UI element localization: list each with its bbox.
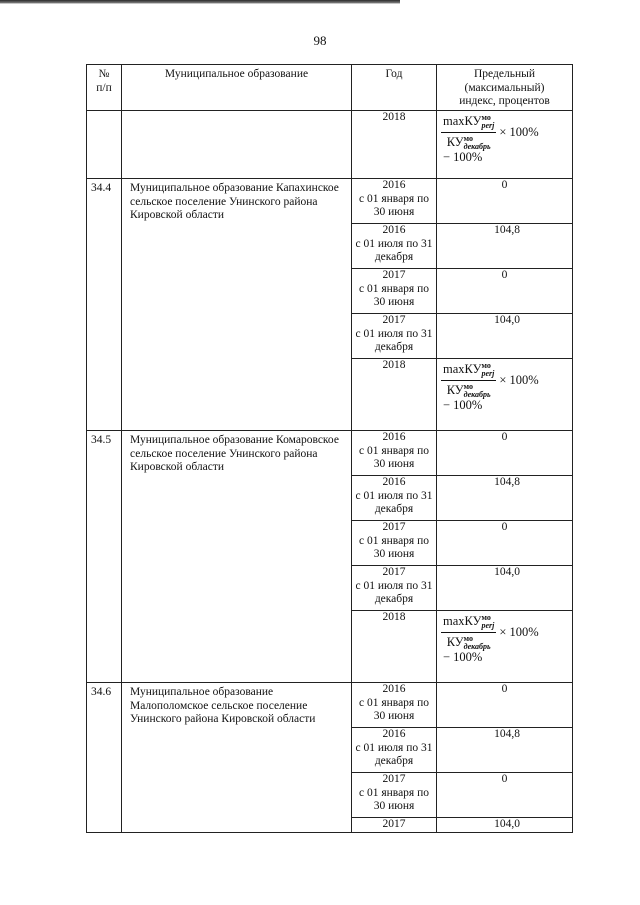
numerator-prefix: maxКУ bbox=[443, 361, 482, 376]
table-row bbox=[87, 431, 573, 476]
year-cell bbox=[352, 431, 437, 476]
index-value: 104,0 bbox=[437, 566, 573, 611]
index-value: 0 bbox=[437, 773, 573, 818]
index-value: 104,0 bbox=[437, 818, 573, 833]
scan-edge bbox=[0, 0, 400, 4]
year-cell bbox=[352, 179, 437, 224]
table-row bbox=[87, 111, 573, 179]
year-value: 2016 bbox=[382, 431, 406, 443]
header-num bbox=[87, 65, 122, 111]
year-value: 2016 bbox=[382, 476, 406, 488]
denominator-sub: декабрь bbox=[463, 642, 491, 651]
denominator-script bbox=[464, 135, 491, 151]
fraction-numerator bbox=[441, 114, 496, 133]
period-value: с 01 января по 30 июня bbox=[359, 282, 429, 308]
table-row bbox=[87, 683, 573, 728]
year-value: 2018 bbox=[382, 359, 406, 371]
year-value: 2016 bbox=[382, 224, 406, 236]
num-cell bbox=[87, 111, 122, 179]
period-value: с 01 января по 30 июня bbox=[359, 534, 429, 560]
period-value: с 01 июля по 31 декабря bbox=[355, 237, 433, 263]
year-cell bbox=[352, 224, 437, 269]
year-cell bbox=[352, 359, 437, 431]
numerator-sup: мо bbox=[481, 113, 491, 122]
header-index bbox=[437, 65, 573, 111]
denominator-sup: мо bbox=[463, 634, 473, 643]
fraction-denominator bbox=[445, 381, 493, 399]
index-value: 104,0 bbox=[437, 314, 573, 359]
fraction-numerator bbox=[441, 614, 496, 633]
row-number: 34.4 bbox=[87, 179, 122, 431]
formula-multiplier: × 100% bbox=[499, 124, 539, 139]
fraction bbox=[441, 362, 496, 399]
year-value: 2017 bbox=[382, 521, 406, 533]
period-value: с 01 июля по 31 декабря bbox=[355, 579, 433, 605]
year-cell bbox=[352, 111, 437, 179]
year-value: 2017 bbox=[382, 818, 406, 830]
year-cell bbox=[352, 314, 437, 359]
year-cell bbox=[352, 566, 437, 611]
formula-multiplier: × 100% bbox=[499, 372, 539, 387]
year-cell bbox=[352, 728, 437, 773]
year-value: 2016 bbox=[382, 179, 406, 191]
index-value: 104,8 bbox=[437, 476, 573, 521]
table-body bbox=[87, 111, 573, 833]
name-cell bbox=[122, 111, 352, 179]
fraction bbox=[441, 614, 496, 651]
index-formula bbox=[441, 614, 539, 651]
year-cell bbox=[352, 476, 437, 521]
denominator-script bbox=[464, 635, 491, 651]
year-value: 2016 bbox=[382, 728, 406, 740]
index-value: 104,8 bbox=[437, 728, 573, 773]
row-number: 34.5 bbox=[87, 431, 122, 683]
denominator-sup: мо bbox=[463, 134, 473, 143]
fraction bbox=[441, 114, 496, 151]
formula-cell bbox=[437, 111, 573, 179]
index-value: 0 bbox=[437, 431, 573, 476]
denominator-script bbox=[464, 383, 491, 399]
formula-cell bbox=[437, 359, 573, 431]
formula-multiplier: × 100% bbox=[499, 624, 539, 639]
fraction-numerator bbox=[441, 362, 496, 381]
period-value: с 01 января по 30 июня bbox=[359, 192, 429, 218]
numerator-sup: мо bbox=[481, 613, 491, 622]
period-value: с 01 января по 30 июня bbox=[359, 444, 429, 470]
period-value: с 01 января по 30 июня bbox=[359, 696, 429, 722]
fraction-denominator bbox=[445, 633, 493, 651]
row-number: 34.6 bbox=[87, 683, 122, 833]
table-header bbox=[87, 65, 573, 111]
index-formula bbox=[441, 114, 539, 151]
year-value: 2016 bbox=[382, 683, 406, 695]
numerator-prefix: maxКУ bbox=[443, 113, 482, 128]
header-year: Год bbox=[352, 65, 437, 111]
period-value: с 01 июля по 31 декабря bbox=[355, 741, 433, 767]
page-number: 98 bbox=[313, 33, 327, 48]
header-index-text: Предельный (максимальный) индекс, процентов bbox=[459, 68, 550, 107]
year-value: 2017 bbox=[382, 566, 406, 578]
header-name: Муниципальное образование bbox=[122, 65, 352, 111]
year-cell bbox=[352, 683, 437, 728]
period-value: с 01 января по 30 июня bbox=[359, 786, 429, 812]
numerator-sub: perj bbox=[481, 369, 495, 378]
numerator-sup: мо bbox=[481, 361, 491, 370]
header-num-text: № п/п bbox=[96, 68, 112, 94]
index-value: 0 bbox=[437, 269, 573, 314]
table-row bbox=[87, 179, 573, 224]
numerator-script bbox=[481, 114, 494, 130]
period-value: с 01 июля по 31 декабря bbox=[355, 489, 433, 515]
fraction-denominator bbox=[445, 133, 493, 151]
year-cell bbox=[352, 611, 437, 683]
numerator-sub: perj bbox=[481, 621, 495, 630]
period-value: с 01 июля по 31 декабря bbox=[355, 327, 433, 353]
year-cell bbox=[352, 773, 437, 818]
index-value: 0 bbox=[437, 521, 573, 566]
tariff-index-table bbox=[86, 64, 573, 833]
numerator-sub: perj bbox=[481, 121, 495, 130]
municipality-name: Муниципальное образование Малополомское сельское поселение Унинского района Кировской области bbox=[122, 683, 352, 833]
year-cell bbox=[352, 269, 437, 314]
municipality-name: Муниципальное образование Капахинское сельское поселение Унинского района Кировской области bbox=[122, 179, 352, 431]
denominator-sub: декабрь bbox=[463, 390, 491, 399]
formula-tail: − 100% bbox=[443, 398, 483, 412]
denominator-sup: мо bbox=[463, 382, 473, 391]
year-value: 2018 bbox=[382, 611, 406, 623]
denominator-prefix: КУ bbox=[446, 634, 464, 649]
year-value: 2017 bbox=[382, 269, 406, 281]
year-text: 2018 bbox=[382, 111, 406, 123]
numerator-script bbox=[481, 614, 494, 630]
index-formula bbox=[441, 362, 539, 399]
formula-tail: − 100% bbox=[443, 650, 483, 664]
denominator-prefix: КУ bbox=[446, 134, 464, 149]
formula-tail: − 100% bbox=[443, 150, 483, 164]
year-value: 2017 bbox=[382, 314, 406, 326]
year-value: 2017 bbox=[382, 773, 406, 785]
formula-cell bbox=[437, 611, 573, 683]
year-cell bbox=[352, 521, 437, 566]
year-cell bbox=[352, 818, 437, 833]
index-value: 0 bbox=[437, 683, 573, 728]
denominator-sub: декабрь bbox=[463, 142, 491, 151]
index-value: 0 bbox=[437, 179, 573, 224]
numerator-prefix: maxКУ bbox=[443, 613, 482, 628]
municipality-name: Муниципальное образование Комаровское сельское поселение Унинского района Кировской области bbox=[122, 431, 352, 683]
denominator-prefix: КУ bbox=[446, 382, 464, 397]
numerator-script bbox=[481, 362, 494, 378]
index-value: 104,8 bbox=[437, 224, 573, 269]
